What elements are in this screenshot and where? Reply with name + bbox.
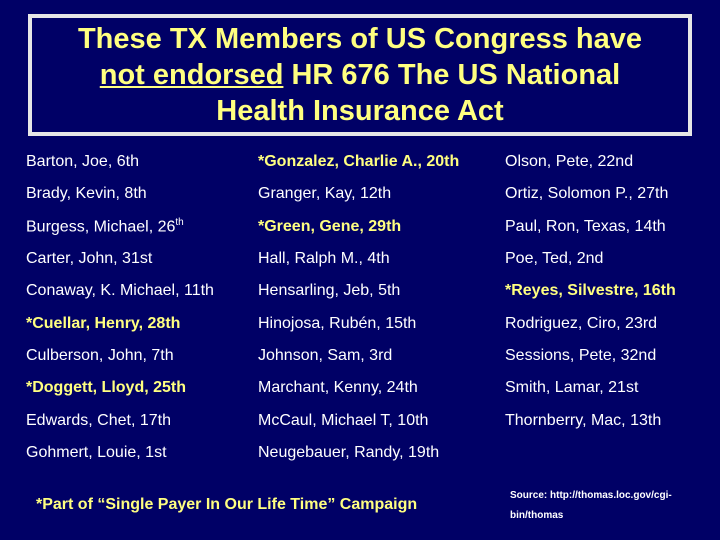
member-cell — [505, 250, 716, 268]
member-name: *Doggett, Lloyd, 25th — [26, 379, 186, 397]
member-name: *Gonzalez, Charlie A., 20th — [258, 153, 460, 171]
member-name: Ortiz, Solomon P., 27th — [505, 185, 669, 203]
member-name: *Green, Gene, 29th — [258, 217, 402, 235]
member-cell — [505, 347, 716, 365]
member-name: Hall, Ralph M., 4th — [258, 250, 390, 268]
member-cell — [26, 185, 258, 203]
members-grid — [26, 146, 716, 469]
member-cell — [505, 185, 716, 203]
member-name: McCaul, Michael T, 10th — [258, 411, 429, 429]
member-name: *Reyes, Silvestre, 16th — [505, 282, 676, 300]
member-cell — [505, 218, 716, 236]
title-box — [28, 14, 692, 136]
title-underlined-phrase: not endorsed — [99, 59, 284, 91]
member-name: Culberson, John, 7th — [26, 346, 174, 364]
member-cell — [26, 347, 258, 365]
member-cell — [258, 412, 505, 430]
member-name: Hinojosa, Rubén, 15th — [258, 314, 417, 332]
member-name: Edwards, Chet, 17th — [26, 411, 171, 429]
source-line-1: Source: http://thomas.loc.gov/cgi- — [510, 490, 672, 501]
member-name: Granger, Kay, 12th — [258, 185, 392, 203]
member-name: Barton, Joe, 6th — [26, 153, 139, 171]
member-name: Thornberry, Mac, 13th — [505, 411, 662, 429]
member-name: Olson, Pete, 22nd — [505, 153, 634, 171]
member-cell — [505, 379, 716, 397]
member-name: Gohmert, Louie, 1st — [26, 443, 167, 461]
member-name: Poe, Ted, 2nd — [505, 250, 604, 268]
member-name: Johnson, Sam, 3rd — [258, 346, 393, 364]
member-cell — [258, 379, 505, 397]
member-name: Conaway, K. Michael, 11th — [26, 282, 214, 300]
title-part-1: These TX Members of US Congress have — [77, 23, 643, 55]
member-name: Carter, John, 31st — [26, 250, 153, 268]
member-cell — [505, 412, 716, 430]
member-cell — [26, 444, 258, 462]
member-name: Brady, Kevin, 8th — [26, 185, 147, 203]
member-cell — [258, 185, 505, 203]
member-cell — [26, 217, 258, 236]
member-cell — [258, 153, 505, 171]
member-name: Marchant, Kenny, 24th — [258, 379, 418, 397]
member-name: Smith, Lamar, 21st — [505, 379, 639, 397]
member-cell — [258, 347, 505, 365]
member-name: Hensarling, Jeb, 5th — [258, 282, 401, 300]
member-cell — [26, 379, 258, 397]
member-cell — [258, 218, 505, 236]
member-cell — [258, 315, 505, 333]
member-cell — [505, 153, 716, 171]
member-ordinal-suffix: th — [175, 217, 184, 229]
member-cell — [258, 250, 505, 268]
footnote: *Part of “Single Payer In Our Life Time” Campaign — [36, 496, 418, 513]
member-name: Neugebauer, Randy, 19th — [258, 443, 440, 461]
source-citation — [510, 486, 710, 526]
member-name: Paul, Ron, Texas, 14th — [505, 217, 666, 235]
member-name: Burgess, Michael, 26 — [26, 218, 176, 236]
member-cell — [26, 250, 258, 268]
member-cell — [26, 315, 258, 333]
member-cell — [258, 282, 505, 300]
source-line-2: bin/thomas — [510, 510, 564, 521]
member-name: Sessions, Pete, 32nd — [505, 346, 657, 364]
title-part-2: HR 676 The US National Health Insurance Act — [216, 59, 621, 127]
member-cell — [26, 282, 258, 300]
member-cell — [258, 444, 505, 462]
member-cell — [505, 315, 716, 333]
member-cell — [26, 153, 258, 171]
member-name: *Cuellar, Henry, 28th — [26, 314, 181, 332]
member-cell — [26, 412, 258, 430]
member-cell — [505, 282, 716, 300]
slide-title — [60, 21, 660, 129]
member-name: Rodriguez, Ciro, 23rd — [505, 314, 658, 332]
